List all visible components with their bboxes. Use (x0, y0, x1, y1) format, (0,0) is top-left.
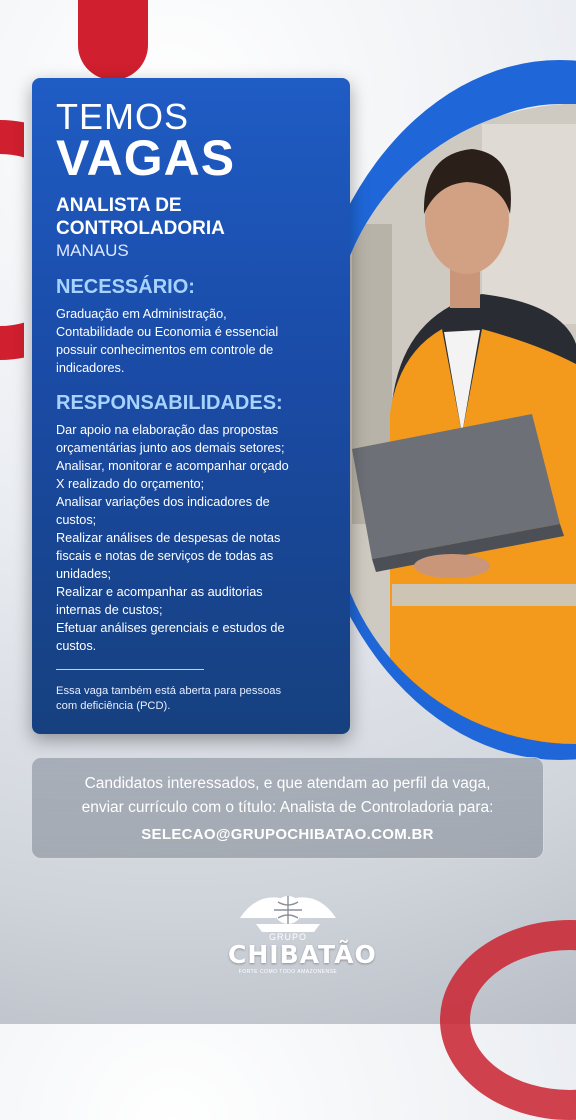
responsibilities-line: orçamentárias junto aos demais setores; (56, 441, 285, 455)
job-title-line: CONTROLADORIA (56, 218, 225, 239)
logo-grupo-text: GRUPO (268, 932, 307, 942)
responsibilities-line: Realizar e acompanhar as auditorias (56, 585, 263, 599)
responsibilities-line: Analisar variações dos indicadores de (56, 495, 270, 509)
responsibilities-line: internas de custos; (56, 603, 163, 617)
requirements-line: Contabilidade ou Economia é essencial (56, 325, 279, 339)
requirements-line: possuir conhecimentos em controle de (56, 343, 274, 357)
job-city: MANAUS (56, 241, 129, 260)
responsibilities-line: X realizado do orçamento; (56, 477, 205, 491)
red-decor-arc-bottom (440, 920, 576, 1120)
responsibilities-line: Dar apoio na elaboração das propostas (56, 423, 279, 437)
responsibilities-line: Analisar, monitorar e acompanhar orçado (56, 459, 289, 473)
red-decor-shape (78, 0, 148, 80)
responsibilities-line: unidades; (56, 567, 112, 581)
worker-photo (332, 104, 576, 744)
headline-vagas: VAGAS (56, 130, 236, 186)
responsibilities-line: Efetuar análises gerenciais e estudos de (56, 621, 285, 635)
responsibilities-line: custos. (56, 639, 97, 653)
divider (56, 669, 204, 670)
pcd-line: Essa vaga também está aberta para pessoas (56, 685, 282, 697)
responsibilities-line: fiscais e notas de serviços de todas as (56, 549, 274, 563)
logo-tagline: FORTE COMO TODO AMAZONENSE (238, 969, 338, 975)
requirements-title: NECESSÁRIO: (56, 276, 195, 298)
responsibilities-line: custos; (56, 513, 97, 527)
requirements-line: indicadores. (56, 361, 125, 375)
application-instructions-box (31, 757, 544, 859)
requirements-text (56, 305, 326, 377)
job-title-line: ANALISTA DE (56, 195, 182, 216)
responsibilities-text (56, 421, 326, 655)
responsibilities-line: Realizar análises de despesas de notas (56, 531, 281, 545)
cta-line: enviar currículo com o título: Analista de Controladoria para: (81, 799, 494, 816)
pcd-note (56, 684, 326, 714)
job-title (56, 194, 326, 240)
requirements-line: Graduação em Administração, (56, 307, 227, 321)
headline-temos: TEMOS (56, 96, 190, 137)
logo-name: CHIBATÃO (228, 940, 377, 969)
ship-globe-icon (236, 888, 340, 934)
job-info-panel (32, 78, 350, 734)
contact-email-link[interactable]: SELECAO@GRUPOCHIBATAO.COM.BR (141, 826, 434, 843)
cta-line: Candidatos interessados, e que atendam ao perfil da vaga, (84, 775, 491, 792)
company-logo (228, 888, 377, 988)
responsibilities-title: RESPONSABILIDADES: (56, 392, 283, 414)
pcd-line: com deficiência (PCD). (56, 700, 171, 712)
